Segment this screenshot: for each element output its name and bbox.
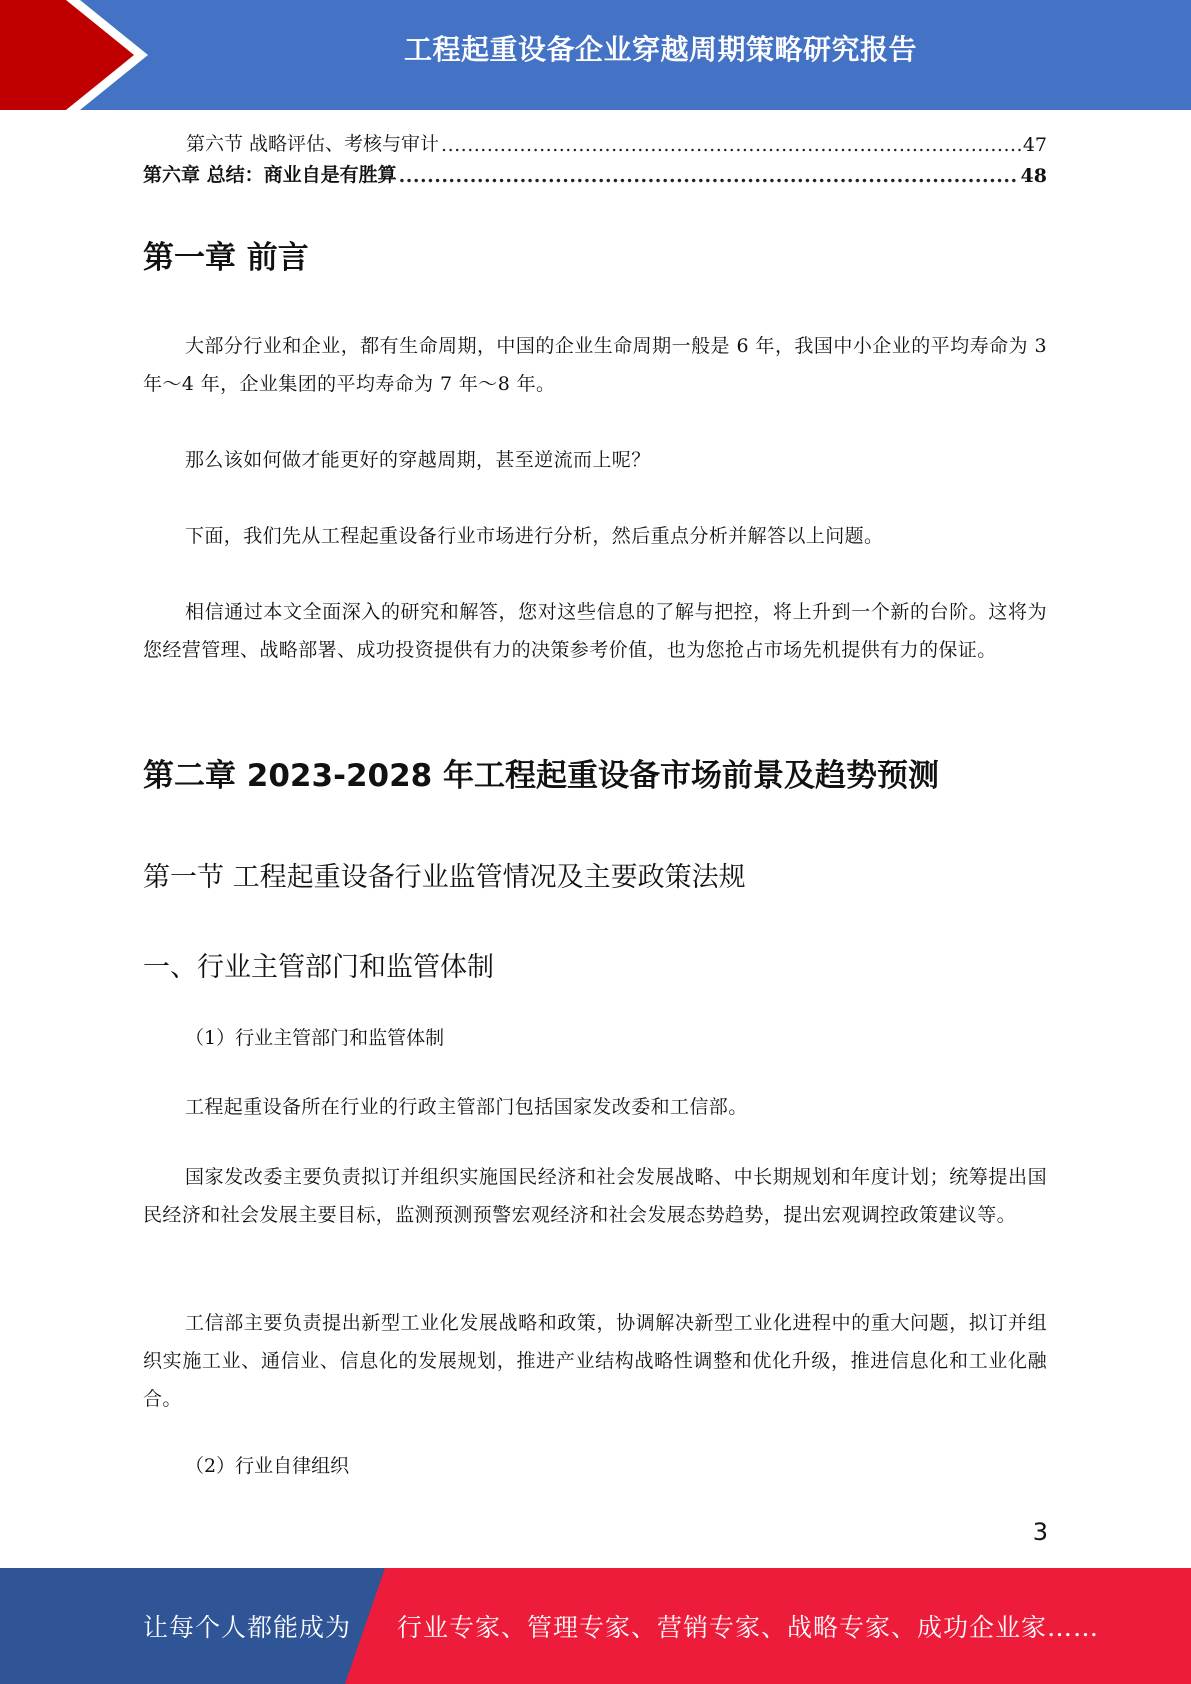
paragraph: 大部分行业和企业，都有生命周期，中国的企业生命周期一般是 6 年，我国中小企业的平均寿命为 3 年～4 年，企业集团的平均寿命为 7 年～8 年。 bbox=[143, 335, 1047, 395]
toc-entry-page: 48 bbox=[1020, 165, 1047, 187]
paragraph: 相信通过本文全面深入的研究和解答，您对这些信息的了解与把控，将上升到一个新的台阶。这将为您经营管理、战略部署、成功投资提供有力的决策参考价值，也为您抢占市场先机提供有力的保证。 bbox=[143, 601, 1047, 661]
paragraph: 那么该如何做才能更好的穿越周期，甚至逆流而上呢？ bbox=[185, 449, 651, 471]
footer-banner bbox=[0, 1568, 1191, 1684]
page-number: 3 bbox=[1032, 1518, 1048, 1546]
toc-entry-page: 47 bbox=[1022, 134, 1047, 156]
list-item-heading: （1）行业主管部门和监管体制 bbox=[185, 1027, 445, 1049]
paragraph: 下面，我们先从工程起重设备行业市场进行分析，然后重点分析并解答以上问题。 bbox=[185, 525, 884, 547]
header-banner bbox=[0, 0, 1191, 110]
footer-slogan-left: 让每个人都能成为 bbox=[143, 1613, 352, 1642]
section-heading: 第一节 工程起重设备行业监管情况及主要政策法规 bbox=[143, 862, 746, 893]
toc-entry[interactable] bbox=[143, 128, 1047, 156]
footer-slogan-right: 行业专家、管理专家、营销专家、战略专家、成功企业家…… bbox=[397, 1613, 1100, 1642]
toc-entry-label: 第六章 总结：商业自是有胜算 bbox=[143, 164, 397, 186]
toc-entry-label: 第六节 战略评估、考核与审计 bbox=[186, 133, 440, 155]
toc-entry[interactable] bbox=[143, 159, 1047, 187]
chapter-heading: 第一章 前言 bbox=[143, 240, 309, 276]
paragraph: 国家发改委主要负责拟订并组织实施国民经济和社会发展战略、中长期规划和年度计划；统筹提出国民经济和社会发展主要目标，监测预测预警宏观经济和社会发展态势趋势，提出宏观调控政策建议等。 bbox=[143, 1166, 1047, 1226]
paragraph: 工信部主要负责提出新型工业化发展战略和政策，协调解决新型工业化进程中的重大问题，拟订并组织实施工业、通信业、信息化的发展规划，推进产业结构战略性调整和优化升级，推进信息化和工业化融合。 bbox=[143, 1312, 1047, 1410]
document-title: 工程起重设备企业穿越周期策略研究报告 bbox=[403, 33, 917, 66]
subsection-heading: 一、行业主管部门和监管体制 bbox=[143, 952, 494, 983]
chapter-heading: 第二章 2023-2028 年工程起重设备市场前景及趋势预测 bbox=[143, 758, 940, 794]
paragraph: 工程起重设备所在行业的行政主管部门包括国家发改委和工信部。 bbox=[185, 1096, 748, 1118]
toc-leader bbox=[399, 165, 1019, 187]
list-item-heading: （2）行业自律组织 bbox=[185, 1455, 350, 1477]
toc-leader bbox=[441, 134, 1021, 156]
